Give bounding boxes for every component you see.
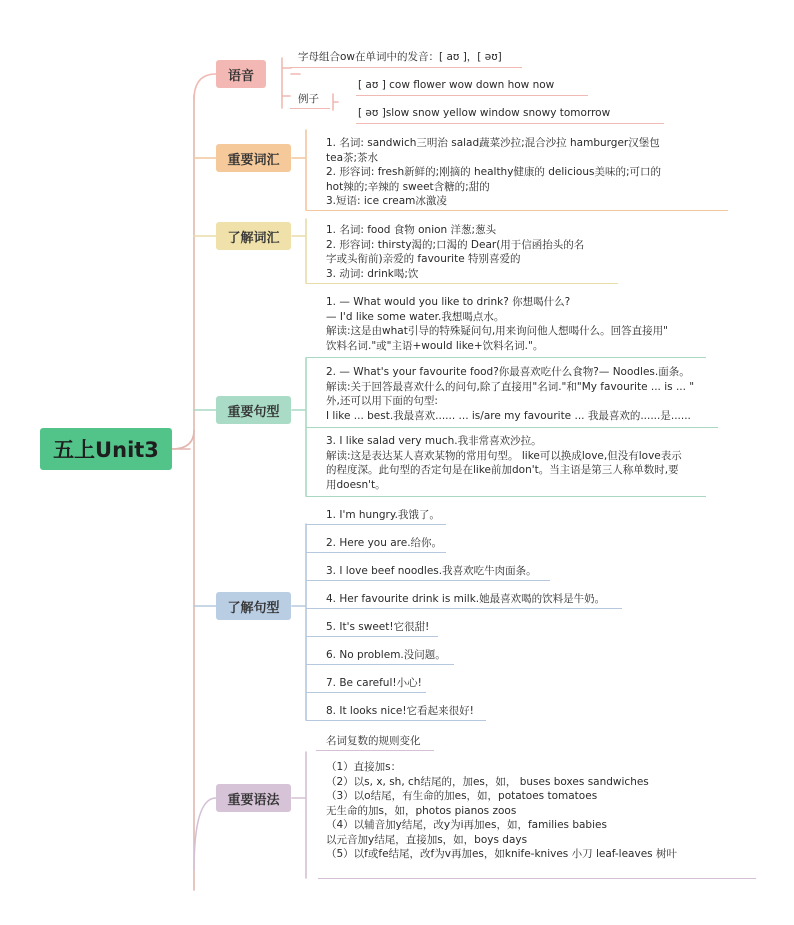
grammar-block xyxy=(326,760,677,862)
category-key-sentences: 重要句型 xyxy=(216,396,291,424)
know-s-underline-3 xyxy=(306,580,550,581)
key-sentence-line: 的程度深。此句型的否定句是在like前加don't。当主语是第三人称单数时,要 xyxy=(326,464,679,476)
key-vocab-block xyxy=(326,136,661,209)
phonics-example-2: [ əʊ ]slow snow yellow window snowy tomorrow xyxy=(358,107,611,119)
phonics-header-underline xyxy=(290,67,522,68)
know-s-underline-6 xyxy=(306,664,454,665)
key-sentence-line: 解读:这是由what引导的特殊疑问句,用来询问他人想喝什么。回答直接用" xyxy=(326,325,668,337)
grammar-header-underline xyxy=(316,750,434,751)
grammar-line: 无生命的加s，如，photos pianos zoos xyxy=(326,804,517,817)
know-s-underline-7 xyxy=(306,692,426,693)
phonics-ex2-underline xyxy=(356,123,664,124)
key-s2-underline xyxy=(306,427,718,428)
know-sentence-item: 8. It looks nice!它看起来很好! xyxy=(326,705,474,717)
know-sentences-bracket xyxy=(292,524,306,720)
know-sentence-item: 2. Here you are.给你。 xyxy=(326,537,443,549)
key-sentence-line: 1. — What would you like to drink? 你想喝什么? xyxy=(326,296,571,308)
key-s1-underline xyxy=(306,357,706,358)
key-vocab-line: hot辣的;辛辣的 sweet含糖的;甜的 xyxy=(326,180,490,193)
key-sentence-line: 饮料名词."或"主语+would like+饮料名词."。 xyxy=(326,339,544,352)
grammar-line: 以元音加y结尾，直接加s，如，boys days xyxy=(326,833,528,846)
trunk-to-phonics xyxy=(194,74,216,100)
know-vocab-line: 字或头衔前)亲爱的 favourite 特别喜爱的 xyxy=(326,253,521,265)
phonics-bracket-2 xyxy=(333,94,338,110)
key-grammar-bracket xyxy=(292,752,306,878)
key-vocab-line: 3.短语: ice cream冰激凌 xyxy=(326,195,447,207)
root-title: 五上Unit3 xyxy=(40,428,172,470)
key-sentence-2 xyxy=(326,365,694,423)
know-sentence-item: 4. Her favourite drink is milk.她最喜欢喝的饮料是牛奶。 xyxy=(326,593,606,605)
phonics-example-underline xyxy=(290,108,330,109)
phonics-example-1: [ aʊ ] cow flower wow down how now xyxy=(358,79,555,91)
key-vocab-line: 1. 名词: sandwich三明治 salad蔬菜沙拉;混合沙拉 hamburger汉堡包 xyxy=(326,137,660,149)
know-vocab-block xyxy=(326,223,584,281)
key-sentence-3 xyxy=(326,434,682,492)
know-sentence-item: 7. Be careful!小心! xyxy=(326,677,422,689)
key-vocab-line: tea茶;茶水 xyxy=(326,151,379,164)
grammar-header: 名词复数的规则变化 xyxy=(326,735,421,747)
root-trunk xyxy=(172,95,194,890)
key-sentences-bracket xyxy=(292,358,306,496)
know-s-underline-8 xyxy=(306,720,486,721)
key-sentence-line: 解读:关于回答最喜欢什么的问句,除了直接用"名词."和"My favourite ... is ... " xyxy=(326,380,695,393)
grammar-line: （5）以f或fe结尾，改f为v再加es，如knife-knives 小刀 leaf-leaves 树叶 xyxy=(326,848,677,860)
phonics-example-label: 例子 xyxy=(298,93,319,105)
know-sentence-item: 6. No problem.没问题。 xyxy=(326,649,446,661)
grammar-line: （4）以辅音加y结尾，改y为i再加es，如，families babies xyxy=(326,819,607,831)
key-sentence-line: 解读:这是表达某人喜欢某物的常用句型。 like可以换成love,但没有love表示 xyxy=(326,449,682,462)
key-s3-underline xyxy=(306,496,706,497)
know-vocab-underline xyxy=(306,283,618,284)
key-sentence-1 xyxy=(326,295,668,353)
know-s-underline-2 xyxy=(306,552,446,553)
know-vocab-line: 2. 形容词: thirsty渴的;口渴的 Dear(用于信函抬头的名 xyxy=(326,238,585,251)
phonics-header: 字母组合ow在单词中的发音：[ aʊ ]，[ əʊ] xyxy=(298,51,502,63)
key-sentence-line: 2. — What's your favourite food?你最喜欢吃什么食物?— Noodles.面条。 xyxy=(326,366,690,378)
know-sentence-item: 1. I'm hungry.我饿了。 xyxy=(326,509,440,521)
know-s-underline-1 xyxy=(306,524,446,525)
key-vocab-bracket xyxy=(292,130,306,210)
know-s-underline-4 xyxy=(306,608,622,609)
grammar-line: （3）以o结尾，有生命的加es，如，potatoes tomatoes xyxy=(326,790,598,802)
grammar-line: （2）以s, x, sh, ch结尾的，加es，如， buses boxes sandwiches xyxy=(326,775,649,788)
know-vocab-line: 3. 动词: drink喝;饮 xyxy=(326,267,419,280)
category-key-vocab: 重要词汇 xyxy=(216,144,291,172)
category-know-sentences: 了解句型 xyxy=(216,592,291,620)
trunk-to-key-grammar xyxy=(194,798,216,870)
category-key-grammar: 重要语法 xyxy=(216,784,291,812)
category-know-vocab: 了解词汇 xyxy=(216,222,291,250)
know-s-underline-5 xyxy=(306,636,438,637)
key-vocab-underline xyxy=(306,210,728,211)
know-vocab-line: 1. 名词: food 食物 onion 洋葱;葱头 xyxy=(326,224,497,236)
key-sentence-line: — I'd like some water.我想喝点水。 xyxy=(326,310,505,323)
key-sentence-line: 用doesn't。 xyxy=(326,478,386,491)
know-sentence-item: 5. It's sweet!它很甜! xyxy=(326,621,430,633)
category-phonics: 语音 xyxy=(216,60,266,88)
key-sentence-line: 外,还可以用下面的句型: xyxy=(326,395,438,407)
grammar-underline xyxy=(318,878,756,879)
key-vocab-line: 2. 形容词: fresh新鲜的;刚摘的 healthy健康的 delicious美味的;可口的 xyxy=(326,166,661,178)
key-sentence-line: 3. I like salad very much.我非常喜欢沙拉。 xyxy=(326,435,542,447)
know-vocab-bracket xyxy=(292,219,306,283)
key-sentence-line: I like ... best.我最喜欢...... ... is/are my favourite ... 我最喜欢的......是...... xyxy=(326,409,691,422)
know-sentence-item: 3. I love beef noodles.我喜欢吃牛肉面条。 xyxy=(326,565,537,577)
phonics-ex1-underline xyxy=(356,95,588,96)
grammar-line: （1）直接加s： xyxy=(326,761,402,773)
